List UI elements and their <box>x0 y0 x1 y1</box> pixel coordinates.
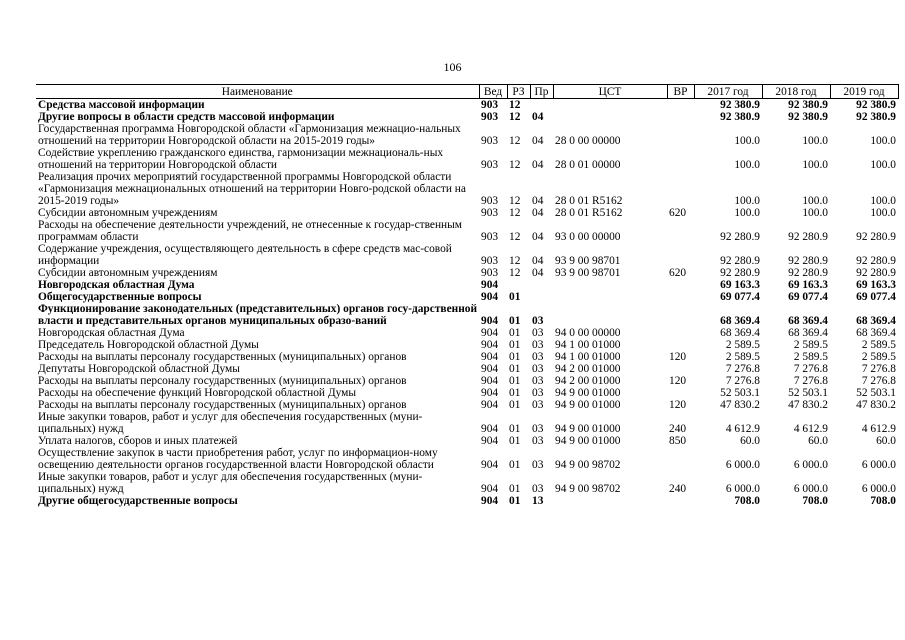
cell-ved: 903 <box>481 135 499 147</box>
cell-rz: 01 <box>509 459 521 471</box>
cell-name: Иные закупки товаров, работ и услуг для обеспечения государственных (муни-ципальных) нужд <box>38 471 423 495</box>
table-body <box>36 99 898 508</box>
cell-ved: 904 <box>481 399 499 411</box>
cell-y2019: 6 000.0 <box>861 459 896 471</box>
cell-pr: 03 <box>532 351 544 363</box>
cell-rz: 12 <box>509 231 521 243</box>
cell-pr: 04 <box>532 255 544 267</box>
table-row <box>36 243 898 267</box>
cell-rz: 12 <box>509 99 521 111</box>
cell-y2019: 92 280.9 <box>856 267 896 279</box>
cell-pr: 04 <box>532 135 544 147</box>
cell-y2017: 7 276.8 <box>725 363 760 375</box>
cell-y2017: 2 589.5 <box>725 351 760 363</box>
cell-pr: 03 <box>532 375 544 387</box>
col-header-rz: РЗ <box>507 85 530 99</box>
cell-rz: 01 <box>509 423 521 435</box>
cell-y2017: 6 000.0 <box>725 459 760 471</box>
cell-vr <box>667 99 694 112</box>
cell-y2017: 68 369.4 <box>720 315 760 327</box>
table-row <box>36 435 898 447</box>
cell-cst: 94 9 00 01000 <box>555 387 621 399</box>
cell-pr: 13 <box>532 495 544 507</box>
table-row <box>36 291 898 303</box>
cell-ved: 904 <box>481 351 499 363</box>
table-row <box>36 399 898 411</box>
cell-ved: 904 <box>481 387 499 399</box>
cell-name: Субсидии автономным учреждениям <box>38 267 218 279</box>
cell-y2017: 7 276.8 <box>725 375 760 387</box>
cell-y2019: 100.0 <box>870 207 896 219</box>
cell-name: Председатель Новгородской областной Думы <box>38 339 259 351</box>
cell-y2019: 100.0 <box>870 159 896 171</box>
cell-vr <box>667 147 694 171</box>
cell-y2017: 69 077.4 <box>720 291 760 303</box>
cell-y2017: 2 589.5 <box>725 339 760 351</box>
cell-cst: 94 9 00 01000 <box>555 423 621 435</box>
cell-name: Уплата налогов, сборов и иных платежей <box>38 435 238 447</box>
cell-vr: 240 <box>669 423 687 435</box>
cell-rz: 01 <box>509 375 521 387</box>
cell-pr: 03 <box>532 339 544 351</box>
cell-y2019: 68 369.4 <box>856 315 896 327</box>
cell-y2017: 52 503.1 <box>720 387 760 399</box>
cell-y2018: 47 830.2 <box>788 399 828 411</box>
cell-ved: 904 <box>481 435 499 447</box>
cell-vr <box>667 339 694 351</box>
table-row <box>36 471 898 495</box>
cell-pr: 04 <box>532 207 544 219</box>
cell-y2019: 92 380.9 <box>856 111 896 123</box>
cell-cst: 94 9 00 98702 <box>555 459 621 471</box>
cell-cst: 28 0 01 R5162 <box>555 207 623 219</box>
col-header-vr: ВР <box>667 85 694 99</box>
cell-cst <box>553 303 667 327</box>
budget-table <box>36 84 899 507</box>
cell-ved: 904 <box>481 315 499 327</box>
cell-y2018: 2 589.5 <box>793 339 828 351</box>
cell-rz: 01 <box>509 339 521 351</box>
cell-rz: 01 <box>509 291 521 303</box>
cell-vr <box>667 219 694 243</box>
cell-cst: 94 9 00 01000 <box>555 435 621 447</box>
cell-y2018: 7 276.8 <box>793 363 828 375</box>
cell-vr: 120 <box>669 351 687 363</box>
cell-y2018: 100.0 <box>802 207 828 219</box>
cell-name: Другие вопросы в области средств массовой информации <box>38 111 335 123</box>
cell-y2018: 92 280.9 <box>788 267 828 279</box>
page-number: 106 <box>443 60 462 74</box>
cell-y2018: 100.0 <box>802 195 828 207</box>
cell-rz: 01 <box>509 327 521 339</box>
cell-y2017: 69 163.3 <box>720 279 760 291</box>
cell-y2017: 92 280.9 <box>720 255 760 267</box>
cell-vr <box>667 123 694 147</box>
col-header-2017: 2017 год <box>694 85 762 99</box>
cell-y2017: 4 612.9 <box>725 423 760 435</box>
cell-vr: 120 <box>669 375 687 387</box>
cell-y2017: 100.0 <box>734 159 760 171</box>
cell-y2019: 100.0 <box>870 135 896 147</box>
cell-y2018: 708.0 <box>802 495 828 507</box>
cell-y2018: 69 077.4 <box>788 291 828 303</box>
cell-pr: 03 <box>532 483 544 495</box>
cell-rz: 01 <box>509 483 521 495</box>
table-row <box>36 219 898 243</box>
cell-y2018: 92 380.9 <box>788 111 828 123</box>
cell-pr: 03 <box>532 315 544 327</box>
cell-y2019: 92 380.9 <box>856 99 896 111</box>
cell-y2019: 52 503.1 <box>856 387 896 399</box>
cell-cst: 28 0 01 00000 <box>555 159 621 171</box>
cell-y2018: 92 380.9 <box>788 99 828 111</box>
cell-name: Иные закупки товаров, работ и услуг для обеспечения государственных (муни-ципальных) нужд <box>38 411 423 435</box>
table-row <box>36 207 898 219</box>
cell-vr: 850 <box>669 435 687 447</box>
cell-ved: 903 <box>481 207 499 219</box>
cell-rz <box>507 279 530 291</box>
cell-name: Расходы на выплаты персоналу государственных (муниципальных) органов <box>38 375 407 387</box>
cell-y2018: 6 000.0 <box>793 459 828 471</box>
cell-name: Расходы на обеспечение деятельности учреждений, не отнесенные к государ-ственным программам области <box>38 219 463 243</box>
cell-pr <box>530 291 553 303</box>
cell-pr: 03 <box>532 423 544 435</box>
cell-name: Содействие укреплению гражданского единства, гармонизации межнациональ-ных отношений на территории Новгородской области <box>38 147 444 171</box>
cell-y2017: 708.0 <box>734 495 760 507</box>
cell-vr <box>667 363 694 375</box>
table-row <box>36 279 898 291</box>
cell-y2019: 68 369.4 <box>856 327 896 339</box>
cell-ved: 904 <box>481 339 499 351</box>
cell-name: Средства массовой информации <box>38 99 205 111</box>
table-row <box>36 495 898 507</box>
cell-pr: 03 <box>532 387 544 399</box>
cell-name: Новгородская областная Дума <box>38 327 185 339</box>
cell-y2017: 92 280.9 <box>720 267 760 279</box>
table-row <box>36 363 898 375</box>
cell-ved: 903 <box>481 99 499 111</box>
cell-name: Функционирование законодательных (представительных) органов госу-дарственной власти и представительных органов муниципальных образо-ваний <box>38 303 478 327</box>
cell-cst <box>553 99 667 112</box>
cell-y2018: 7 276.8 <box>793 375 828 387</box>
cell-y2017: 60.0 <box>740 435 760 447</box>
cell-ved: 903 <box>481 255 499 267</box>
cell-vr: 240 <box>669 483 687 495</box>
cell-y2018: 92 280.9 <box>788 255 828 267</box>
cell-cst <box>553 279 667 291</box>
cell-y2019: 4 612.9 <box>861 423 896 435</box>
cell-pr: 03 <box>532 399 544 411</box>
cell-pr: 03 <box>532 363 544 375</box>
cell-vr <box>667 111 694 123</box>
cell-ved: 904 <box>481 495 499 507</box>
cell-pr: 03 <box>532 327 544 339</box>
col-header-name: Наименование <box>36 85 479 99</box>
cell-cst <box>553 291 667 303</box>
table-row <box>36 447 898 471</box>
cell-name: Новгородская областная Дума <box>38 279 195 291</box>
cell-y2018: 100.0 <box>802 159 828 171</box>
cell-cst: 94 2 00 01000 <box>555 363 621 375</box>
table-row <box>36 123 898 147</box>
cell-ved: 903 <box>481 195 499 207</box>
cell-name: Осуществление закупок в части приобретения работ, услуг по информацион-ному освещению деятельности органов государственной власти Новгородской области <box>38 447 438 471</box>
cell-pr: 04 <box>532 159 544 171</box>
table-row <box>36 99 898 112</box>
cell-y2017: 100.0 <box>734 195 760 207</box>
col-header-2019: 2019 год <box>830 85 898 99</box>
cell-ved: 904 <box>481 279 499 291</box>
cell-ved: 904 <box>481 375 499 387</box>
cell-pr <box>530 279 553 291</box>
cell-y2018: 92 280.9 <box>788 231 828 243</box>
col-header-cst: ЦСТ <box>553 85 667 99</box>
cell-vr <box>667 495 694 507</box>
table-row <box>36 267 898 279</box>
cell-rz: 12 <box>509 207 521 219</box>
cell-cst: 94 9 00 01000 <box>555 399 621 411</box>
cell-y2017: 100.0 <box>734 207 760 219</box>
col-header-pr: Пр <box>530 85 553 99</box>
cell-cst: 94 1 00 01000 <box>555 339 621 351</box>
cell-vr <box>667 243 694 267</box>
cell-y2017: 92 380.9 <box>720 111 760 123</box>
cell-y2018: 60.0 <box>808 435 828 447</box>
table-row <box>36 303 898 327</box>
cell-vr <box>667 171 694 207</box>
cell-cst: 93 9 00 98701 <box>555 267 621 279</box>
cell-rz: 01 <box>509 351 521 363</box>
cell-y2019: 2 589.5 <box>861 339 896 351</box>
table-row <box>36 339 898 351</box>
cell-ved: 904 <box>481 363 499 375</box>
cell-pr: 04 <box>532 231 544 243</box>
cell-y2019: 7 276.8 <box>861 375 896 387</box>
cell-y2017: 6 000.0 <box>725 483 760 495</box>
cell-y2017: 92 280.9 <box>720 231 760 243</box>
cell-rz: 01 <box>509 495 521 507</box>
cell-pr: 04 <box>532 195 544 207</box>
table-row <box>36 387 898 399</box>
cell-rz: 12 <box>509 255 521 267</box>
cell-vr <box>667 387 694 399</box>
cell-name: Общегосударственные вопросы <box>38 291 202 303</box>
cell-rz: 01 <box>509 435 521 447</box>
cell-rz: 01 <box>509 315 521 327</box>
cell-rz: 01 <box>509 363 521 375</box>
cell-name: Реализация прочих мероприятий государственной программы Новгородской области «Гармонизация межнациональных отношений на территории Новго-родской области на 2015-2019 годы» <box>38 171 466 207</box>
cell-name: Государственная программа Новгородской области «Гармонизация межнацио-нальных отношений на территории Новгородской области на 2015-2019 годы» <box>38 123 461 147</box>
cell-y2019: 2 589.5 <box>861 351 896 363</box>
cell-pr: 03 <box>532 459 544 471</box>
cell-name: Субсидии автономным учреждениям <box>38 207 218 219</box>
cell-rz: 12 <box>509 159 521 171</box>
cell-y2018: 100.0 <box>802 135 828 147</box>
cell-rz: 01 <box>509 387 521 399</box>
cell-y2019: 69 077.4 <box>856 291 896 303</box>
cell-cst: 93 9 00 98701 <box>555 255 621 267</box>
cell-cst: 94 1 00 01000 <box>555 351 621 363</box>
cell-y2019: 6 000.0 <box>861 483 896 495</box>
cell-cst: 94 2 00 01000 <box>555 375 621 387</box>
cell-vr <box>667 327 694 339</box>
cell-cst: 28 0 01 R5162 <box>555 195 623 207</box>
cell-ved: 904 <box>481 291 499 303</box>
cell-y2018: 4 612.9 <box>793 423 828 435</box>
cell-pr: 04 <box>532 267 544 279</box>
cell-ved: 904 <box>481 327 499 339</box>
cell-vr <box>667 279 694 291</box>
cell-y2018: 6 000.0 <box>793 483 828 495</box>
col-header-2018: 2018 год <box>762 85 830 99</box>
cell-y2017: 47 830.2 <box>720 399 760 411</box>
cell-cst: 94 0 00 00000 <box>555 327 621 339</box>
cell-y2017: 100.0 <box>734 135 760 147</box>
cell-y2019: 7 276.8 <box>861 363 896 375</box>
cell-name: Расходы на выплаты персоналу государственных (муниципальных) органов <box>38 399 407 411</box>
table-row <box>36 411 898 435</box>
cell-y2019: 708.0 <box>870 495 896 507</box>
cell-y2019: 47 830.2 <box>856 399 896 411</box>
cell-y2019: 100.0 <box>870 195 896 207</box>
cell-vr: 620 <box>669 207 687 219</box>
cell-y2017: 68 369.4 <box>720 327 760 339</box>
cell-cst <box>553 495 667 507</box>
cell-ved: 903 <box>481 231 499 243</box>
cell-vr: 620 <box>669 267 687 279</box>
cell-cst: 28 0 00 00000 <box>555 135 621 147</box>
cell-y2018: 68 369.4 <box>788 315 828 327</box>
table-row <box>36 351 898 363</box>
cell-y2019: 92 280.9 <box>856 231 896 243</box>
cell-vr: 120 <box>669 399 687 411</box>
table-row <box>36 375 898 387</box>
cell-ved: 903 <box>481 159 499 171</box>
cell-ved: 903 <box>481 267 499 279</box>
cell-y2018: 69 163.3 <box>788 279 828 291</box>
col-header-ved: Вед <box>479 85 507 99</box>
cell-name: Расходы на выплаты персоналу государственных (муниципальных) органов <box>38 351 407 363</box>
cell-y2018: 68 369.4 <box>788 327 828 339</box>
cell-rz: 12 <box>509 195 521 207</box>
cell-pr <box>530 99 553 112</box>
cell-y2018: 52 503.1 <box>788 387 828 399</box>
cell-vr <box>667 303 694 327</box>
table-row <box>36 327 898 339</box>
cell-ved: 904 <box>481 459 499 471</box>
cell-rz: 12 <box>509 111 521 123</box>
cell-y2019: 69 163.3 <box>856 279 896 291</box>
cell-y2018: 2 589.5 <box>793 351 828 363</box>
cell-y2019: 92 280.9 <box>856 255 896 267</box>
cell-y2017: 92 380.9 <box>720 99 760 111</box>
cell-vr <box>667 291 694 303</box>
cell-rz: 12 <box>509 267 521 279</box>
table-row <box>36 147 898 171</box>
cell-name: Расходы на обеспечение функций Новгородской областной Думы <box>38 387 357 399</box>
cell-cst <box>553 111 667 123</box>
cell-rz: 01 <box>509 399 521 411</box>
cell-ved: 904 <box>481 483 499 495</box>
cell-pr: 04 <box>532 111 544 123</box>
cell-name: Другие общегосударственные вопросы <box>38 495 238 507</box>
cell-cst: 93 0 00 00000 <box>555 231 621 243</box>
cell-ved: 903 <box>481 111 499 123</box>
table-row <box>36 111 898 123</box>
cell-name: Депутаты Новгородской областной Думы <box>38 363 240 375</box>
cell-rz: 12 <box>509 135 521 147</box>
cell-pr: 03 <box>532 435 544 447</box>
cell-y2019: 60.0 <box>876 435 896 447</box>
cell-name: Содержание учреждения, осуществляющего деятельность в сфере средств мас-совой информации <box>38 243 452 267</box>
cell-cst: 94 9 00 98702 <box>555 483 621 495</box>
cell-vr <box>667 447 694 471</box>
table-row <box>36 171 898 207</box>
cell-ved: 904 <box>481 423 499 435</box>
